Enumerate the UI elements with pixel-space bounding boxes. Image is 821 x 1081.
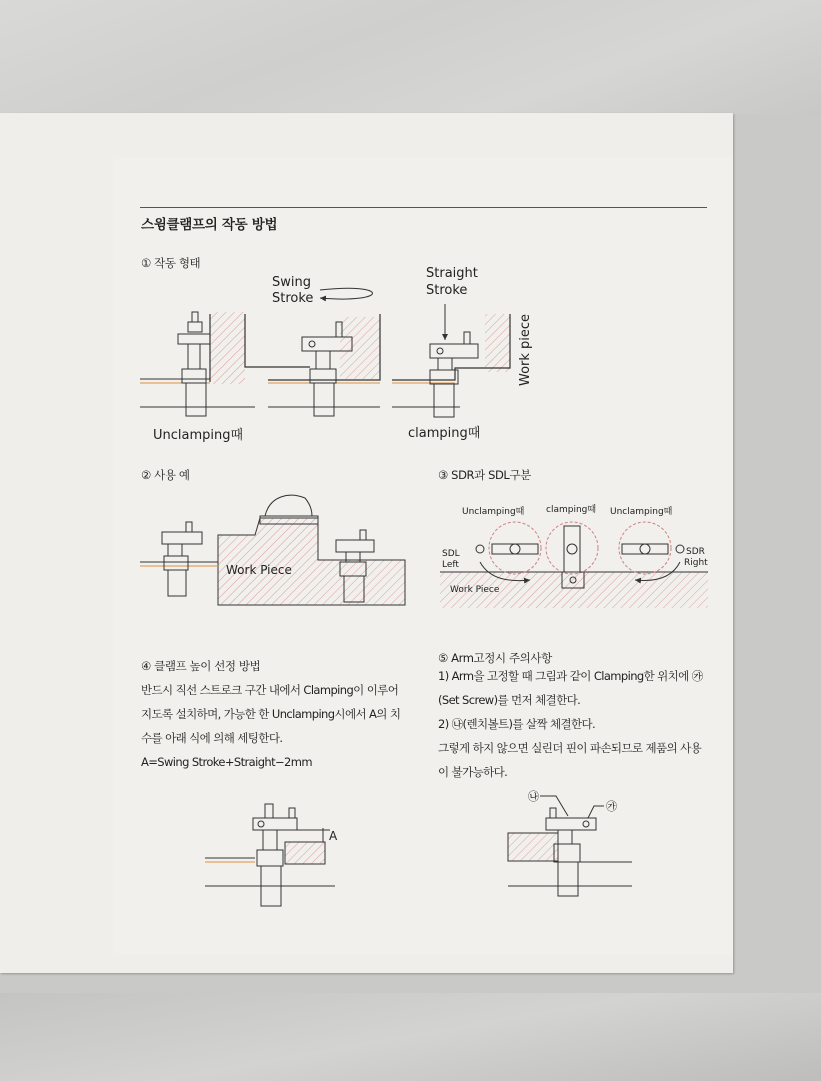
section-4-line: 반드시 직선 스트로크 구간 내에서 Clamping이 이루어: [141, 683, 399, 697]
straight-label-1: Straight: [426, 266, 478, 281]
title-rule: [140, 207, 707, 208]
page-title: 스윙클램프의 작동 방법: [141, 217, 278, 233]
section-4-line: 지도록 설치하며, 가능한 한 Unclamping시에서 A의 치: [141, 707, 401, 721]
section-5-body: [438, 664, 703, 784]
section-2-heading: ② 사용 예: [141, 468, 190, 482]
dimension-a-label: A: [329, 829, 338, 843]
section-4-body: [141, 678, 400, 774]
sdr-label-1: SDR: [686, 547, 705, 557]
section-5-heading: ⑤ Arm고정시 주의사항: [438, 651, 552, 665]
clamp-swing: [268, 314, 380, 416]
work-piece-vertical-label: Work piece: [518, 313, 533, 386]
unclamping-right-label: Unclamping때: [610, 507, 673, 517]
unclamping-left-label: Unclamping때: [462, 507, 525, 517]
height-selection-diagram: [205, 800, 345, 912]
clamp-unclamped: [140, 312, 310, 416]
background-bottom: [0, 993, 821, 1081]
section-5-line: 이 불가능하다.: [438, 765, 508, 779]
sdl-label-1: SDL: [442, 549, 460, 559]
label-ga-set-screw: ㉮: [606, 800, 617, 813]
sdr-sdl-diagram: [440, 500, 708, 612]
swing-label-1: Swing: [272, 275, 311, 290]
section-1-heading: ① 작동 형태: [141, 256, 201, 270]
section-4-formula: A=Swing Stroke+Straight−2mm: [141, 755, 312, 769]
usage-example-diagram: [140, 490, 410, 608]
work-piece-label: Work Piece: [226, 563, 292, 577]
section-3-heading: ③ SDR과 SDL구분: [438, 468, 531, 482]
unclamping-label: Unclamping때: [153, 428, 244, 443]
background-top: [0, 0, 821, 115]
section-5-line: 그렇게 하지 않으면 실린더 핀이 파손되므로 제품의 사용: [438, 741, 702, 755]
section-5-line: 1) Arm을 고정할 때 그림과 같이 Clamping한 위치에 ㉮: [438, 669, 703, 683]
sdl-label-2: Left: [442, 560, 459, 570]
section-4-heading: ④ 클램프 높이 선정 방법: [141, 659, 261, 673]
clamp-straight: [392, 304, 510, 417]
clamping-label: clamping때: [408, 426, 481, 441]
label-na-wrench-bolt: ㉯: [528, 790, 539, 803]
sdr-work-piece-label: Work Piece: [450, 585, 500, 595]
straight-label-2: Stroke: [426, 283, 468, 298]
clamping-mid-label: clamping때: [546, 505, 597, 515]
section-5-line: 2) ㉯(렌치볼트)를 살짝 체결한다.: [438, 717, 596, 731]
swing-label-2: Stroke: [272, 291, 314, 306]
operation-diagram: [140, 262, 540, 442]
sdr-label-2: Right: [684, 558, 708, 568]
arm-fixing-diagram: [508, 788, 638, 900]
section-4-line: 수를 아래 식에 의해 세팅한다.: [141, 731, 283, 745]
section-5-line: (Set Screw)를 먼저 체결한다.: [438, 693, 581, 707]
